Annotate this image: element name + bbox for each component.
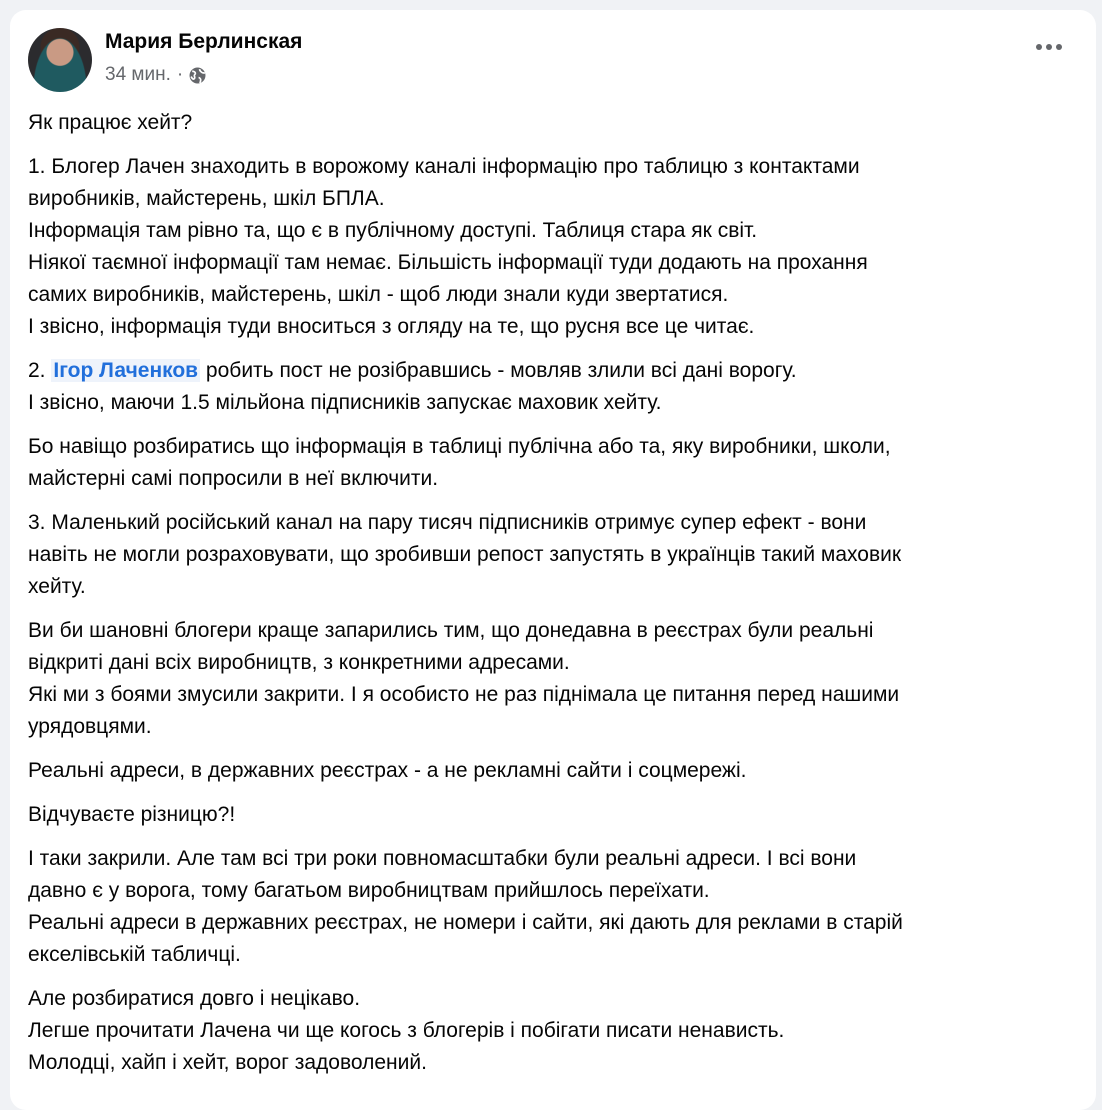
post-paragraph — [28, 755, 1088, 787]
text-line — [28, 355, 1088, 387]
post-paragraph — [28, 615, 1088, 743]
post-paragraph — [28, 431, 1088, 495]
text-line: урядовцями. — [28, 715, 152, 738]
text-line: виробників, майстерень, шкіл БПЛА. — [28, 187, 385, 210]
text-line: 3. Маленький російський канал на пару тисяч підписників отримує супер ефект - вони — [28, 511, 867, 534]
text-line: Легше прочитати Лачена чи ще когось з блогерів і побігати писати ненависть. — [28, 1019, 785, 1042]
globe-icon — [189, 67, 206, 84]
text-line: Відчуваєте різницю?! — [28, 803, 236, 826]
post-paragraph — [28, 983, 1088, 1079]
text-line: Інформація там рівно та, що є в публічному доступі. Таблиця стара як світ. — [28, 219, 758, 242]
separator: · — [176, 64, 184, 85]
text-line: екселівській табличці. — [28, 943, 241, 966]
text-line: відкриті дані всіх виробництв, з конкретними адресами. — [28, 651, 570, 674]
more-horizontal-icon — [1036, 44, 1042, 50]
text-line: Молодці, хайп і хейт, ворог задоволений. — [28, 1051, 427, 1074]
text-line: І таки закрили. Але там всі три роки повномасштабки були реальні адреси. І всі вони — [28, 847, 857, 870]
author-name[interactable]: Мария Берлинская — [105, 30, 303, 53]
post-paragraph — [28, 843, 1088, 971]
post-meta — [105, 64, 206, 86]
text-line: давно є у ворога, тому багатьом виробництвам прийшлось переїхати. — [28, 879, 710, 902]
post-paragraph — [28, 507, 1088, 603]
text-line: Ніякої таємної інформації там немає. Більшість інформації туди додають на прохання — [28, 251, 868, 274]
text-line: І звісно, маючи 1.5 мільйона підписників запускає маховик хейту. — [28, 391, 662, 414]
mention-prefix: 2. — [28, 359, 52, 382]
text-line: Які ми з боями змусили закрити. І я особисто не раз піднімала це питання перед нашими — [28, 683, 900, 706]
post-paragraph — [28, 355, 1088, 419]
text-line: Але розбиратися довго і нецікаво. — [28, 987, 361, 1010]
mention-link[interactable]: Ігор Лаченков — [53, 359, 199, 382]
text-line: Бо навіщо розбиратись що інформація в таблиці публічна або та, яку виробники, школи, — [28, 435, 891, 458]
post-time[interactable]: 34 мин. — [105, 64, 171, 85]
text-line: Ви би шановні блогери краще запарились тим, що донедавна в реєстрах були реальні — [28, 619, 874, 642]
text-line: Реальні адреси в державних реєстрах, не номери і сайти, які дають для реклами в старій — [28, 911, 903, 934]
avatar[interactable] — [28, 28, 92, 92]
text-line: хейту. — [28, 575, 86, 598]
text-line: 1. Блогер Лачен знаходить в ворожому каналі інформацію про таблицю з контактами — [28, 155, 860, 178]
text-line: навіть не могли розраховувати, що зробивши репост запустять в українців такий маховик — [28, 543, 902, 566]
text-line: майстерні самі попросили в неї включити. — [28, 467, 439, 490]
text-line: І звісно, інформація туди вноситься з огляду на те, що русня все це читає. — [28, 315, 755, 338]
mention-suffix: робить пост не розібравшись - мовляв злили всі дані ворогу. — [200, 359, 797, 382]
post-card — [10, 10, 1096, 1110]
text-line: Реальні адреси, в державних реєстрах - а не рекламні сайти і соцмережі. — [28, 759, 747, 782]
post-paragraph — [28, 151, 1088, 343]
text-line: самих виробників, майстерень, шкіл - щоб люди знали куди звертатися. — [28, 283, 729, 306]
text-line: Як працює хейт? — [28, 111, 193, 134]
more-options-button[interactable] — [1036, 44, 1062, 50]
post-paragraph — [28, 799, 1088, 831]
post-text — [28, 107, 1088, 1091]
post-paragraph — [28, 107, 1088, 139]
